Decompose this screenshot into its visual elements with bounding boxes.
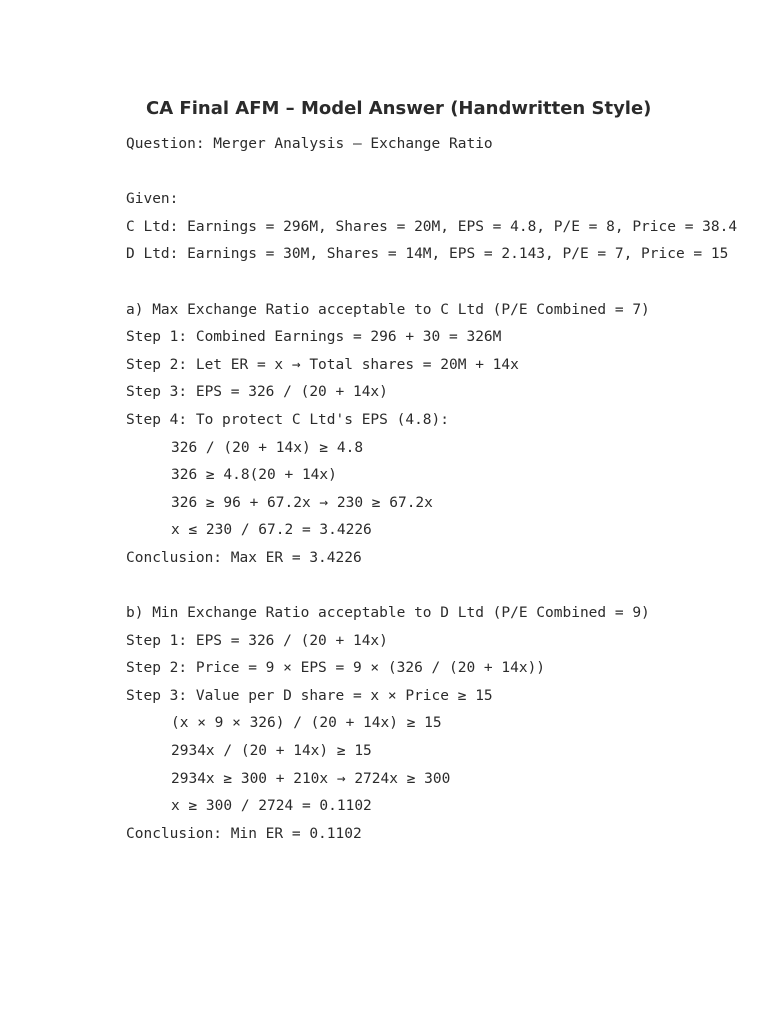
- question-line: Question: Merger Analysis — Exchange Ratio: [126, 136, 493, 152]
- part-b-work-line: (x × 9 × 326) / (20 + 14x) ≥ 15: [171, 715, 442, 732]
- part-a-step-3: Step 3: EPS = 326 / (20 + 14x): [126, 384, 388, 401]
- part-b-work-line: 2934x / (20 + 14x) ≥ 15: [171, 743, 372, 760]
- part-b-work-line: x ≥ 300 / 2724 = 0.1102: [171, 798, 372, 815]
- part-b-heading: b) Min Exchange Ratio acceptable to D Ltd (P/E Combined = 9): [126, 605, 650, 622]
- part-a-work-line: 326 ≥ 96 + 67.2x → 230 ≥ 67.2x: [171, 494, 433, 511]
- part-a-step-4: Step 4: To protect C Ltd's EPS (4.8):: [126, 411, 450, 428]
- given-d-ltd: D Ltd: Earnings = 30M, Shares = 14M, EPS = 2.143, P/E = 7, Price = 15: [126, 246, 729, 263]
- blank-line: [126, 159, 737, 187]
- part-b-step-2: Step 2: Price = 9 × EPS = 9 × (326 / (20 + 14x)): [126, 660, 546, 677]
- part-a-work-line: x ≤ 230 / 67.2 = 3.4226: [171, 522, 372, 539]
- given-heading: Given:: [126, 191, 179, 208]
- part-a-conclusion: Conclusion: Max ER = 3.4226: [126, 549, 362, 566]
- part-a-step-1: Step 1: Combined Earnings = 296 + 30 = 326M: [126, 329, 502, 346]
- given-c-ltd: C Ltd: Earnings = 296M, Shares = 20M, EPS = 4.8, P/E = 8, Price = 38.4: [126, 218, 738, 235]
- document-title: CA Final AFM – Model Answer (Handwritten Style): [146, 98, 652, 119]
- part-b-step-3: Step 3: Value per D share = x × Price ≥ 15: [126, 687, 493, 704]
- blank-line: [126, 269, 737, 297]
- part-a-work-line: 326 / (20 + 14x) ≥ 4.8: [171, 439, 364, 456]
- answer-body: [126, 131, 737, 848]
- part-b-work-line: 2934x ≥ 300 + 210x → 2724x ≥ 300: [171, 770, 451, 787]
- part-a-work-line: 326 ≥ 4.8(20 + 14x): [171, 467, 337, 484]
- part-b-conclusion: Conclusion: Min ER = 0.1102: [126, 825, 362, 842]
- blank-line: [126, 573, 737, 601]
- part-a-heading: a) Max Exchange Ratio acceptable to C Ltd (P/E Combined = 7): [126, 301, 650, 318]
- part-b-step-1: Step 1: EPS = 326 / (20 + 14x): [126, 632, 388, 649]
- part-a-step-2: Step 2: Let ER = x → Total shares = 20M + 14x: [126, 356, 519, 373]
